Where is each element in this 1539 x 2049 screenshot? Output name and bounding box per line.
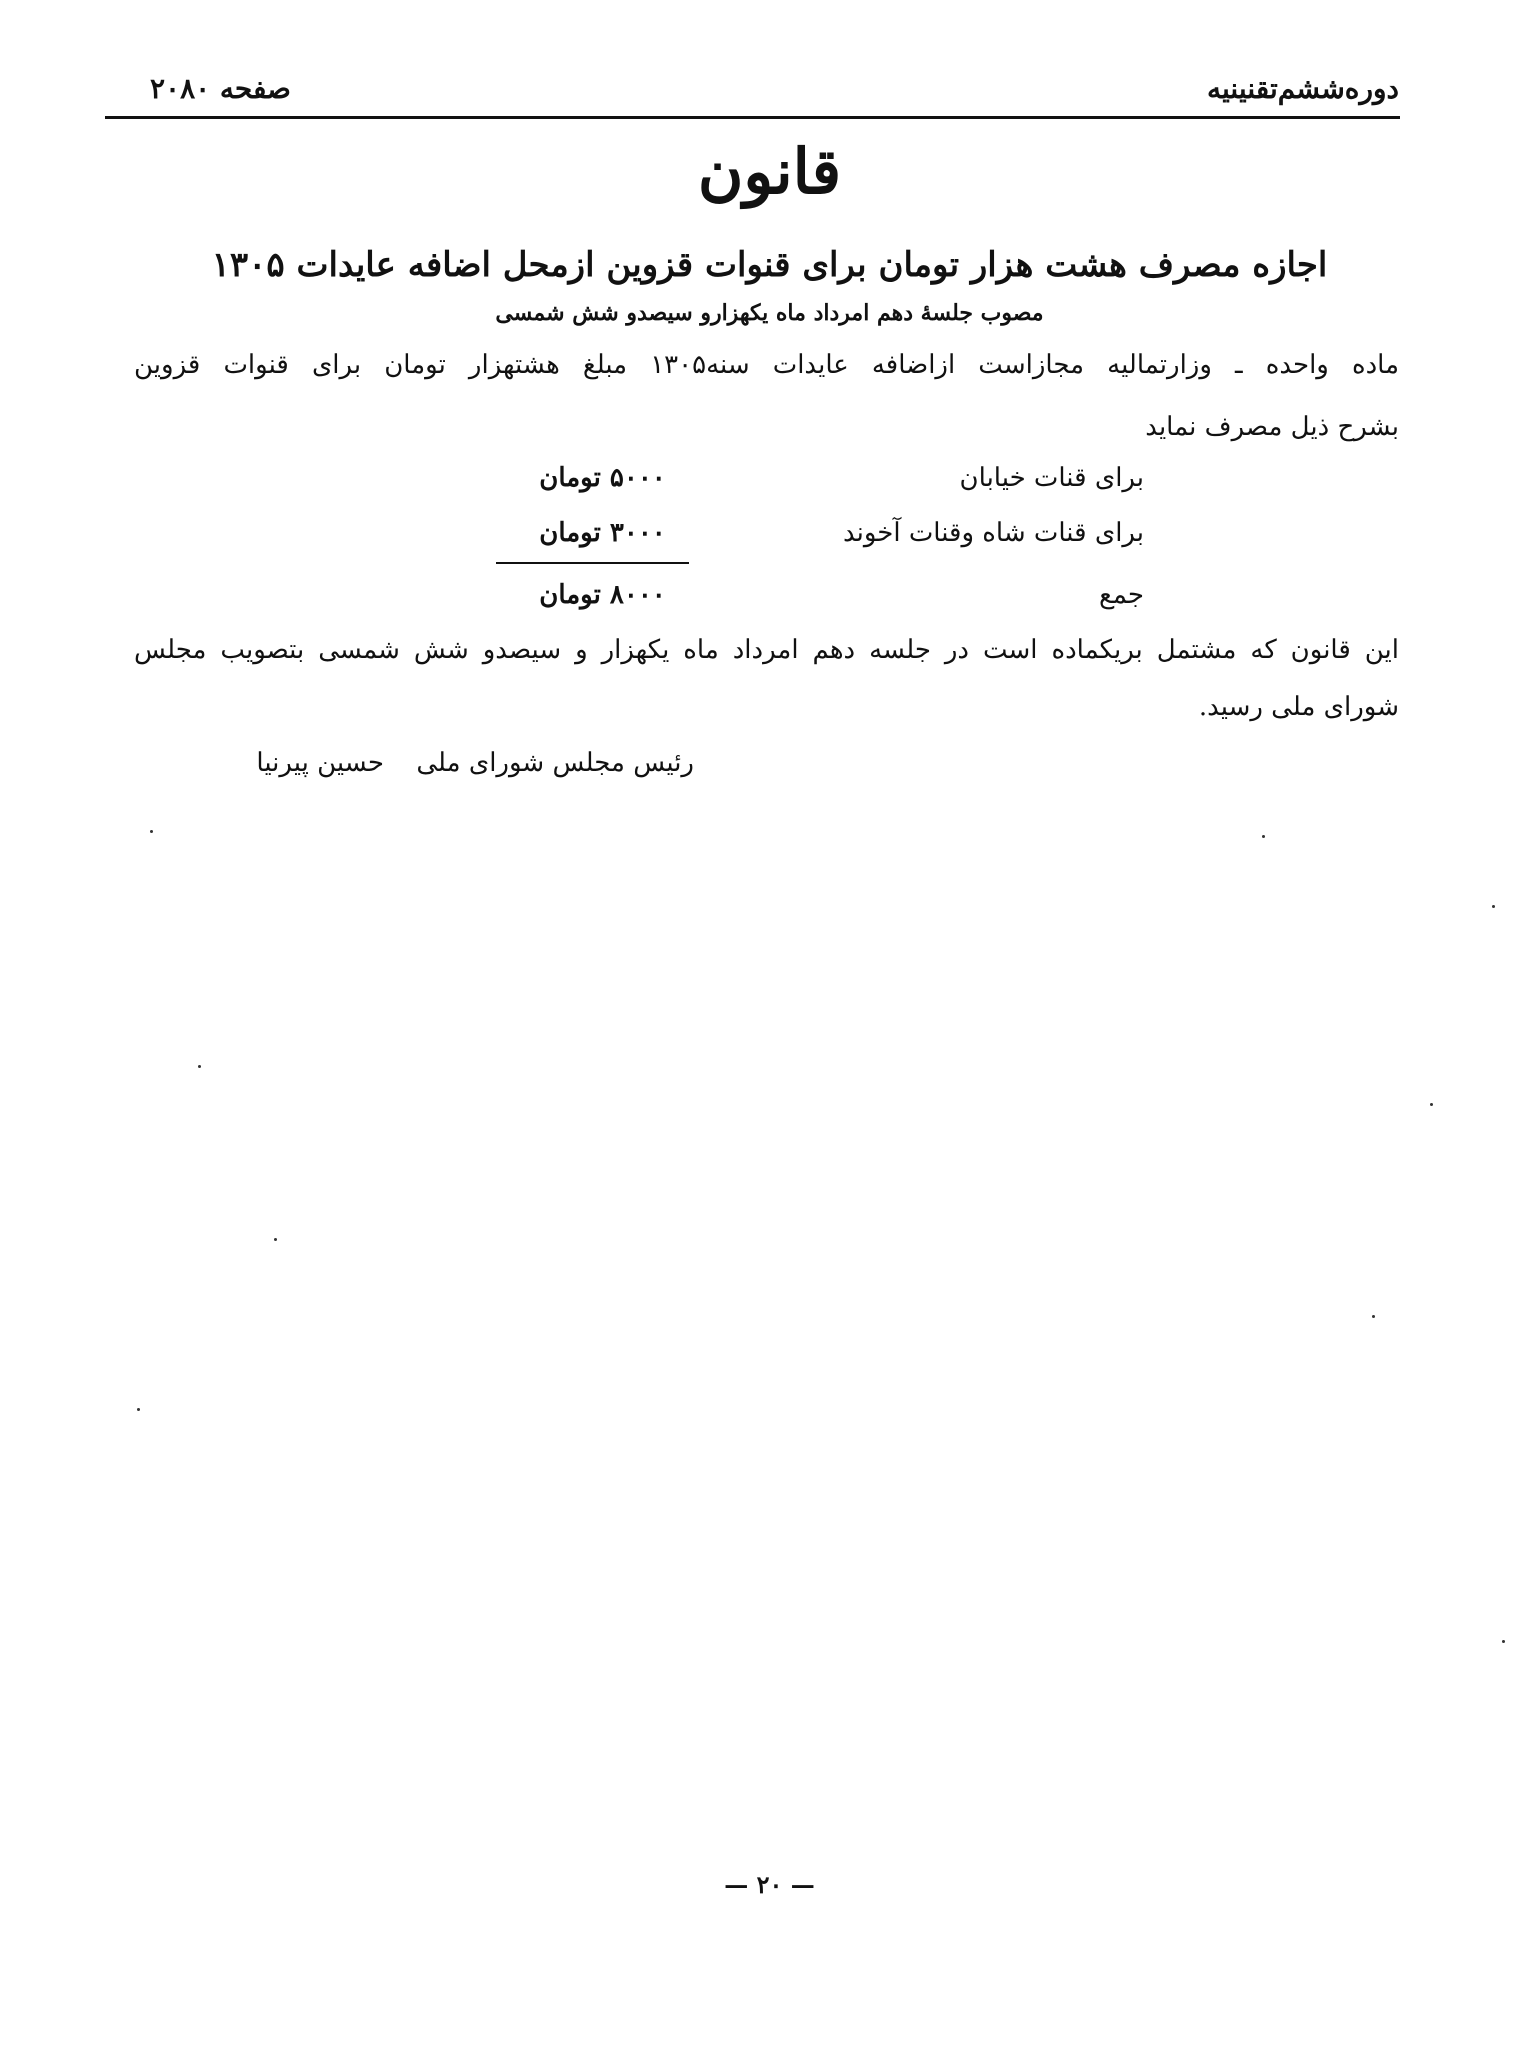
scan-speck [1262, 835, 1265, 838]
signature-name: حسین پیرنیا [256, 748, 384, 778]
item-label: برای قنات خیابان [959, 463, 1144, 493]
closing-line-2: شورای ملی رسید. [1198, 692, 1399, 722]
scan-speck [150, 830, 153, 833]
item-amount: ۳۰۰۰ تومان [539, 518, 666, 548]
approval-note: مصوب جلسهٔ دهم امرداد ماه یکهزارو سیصدو شش شمسی [495, 300, 1044, 326]
total-amount: ۸۰۰۰ تومان [539, 580, 666, 610]
scan-speck [1502, 1640, 1505, 1643]
scan-speck [1492, 905, 1495, 908]
document-title: قانون [697, 135, 842, 208]
article-line-1: ماده واحده ـ وزارتمالیه مجازاست ازاضافه عایدات سنه۱۳۰۵ مبلغ هشتهزار تومان برای قنوات قزوین [134, 350, 1399, 380]
scan-speck [1430, 1103, 1433, 1106]
law-subtitle: اجازه مصرف هشت هزار تومان برای قنوات قزوین ازمحل اضافه عایدات ۱۳۰۵ [211, 245, 1328, 285]
total-rule [496, 562, 689, 564]
header-rule [105, 116, 1400, 119]
scan-speck [1372, 1315, 1375, 1318]
total-label: جمع [1099, 580, 1144, 610]
scan-speck [198, 1065, 201, 1068]
header-page-number: صفحه ۲۰۸۰ [150, 72, 291, 105]
scan-speck [137, 1408, 140, 1411]
article-line-2: بشرح ذیل مصرف نماید [1145, 412, 1399, 442]
item-label: برای قنات شاه وقنات آخوند [842, 518, 1144, 548]
scan-speck [274, 1238, 277, 1241]
closing-line-1: این قانون که مشتمل بریکماده است در جلسه دهم امرداد ماه یکهزار و سیصدو شش شمسی بتصویب مجلس [134, 635, 1400, 665]
signature-title: رئیس مجلس شورای ملی [416, 748, 694, 778]
footer-page-number: — ۲۰ — [724, 1870, 815, 1899]
header-session-title: دوره‌ششم‌تقنینیه [1206, 72, 1399, 105]
item-amount: ۵۰۰۰ تومان [539, 463, 666, 493]
